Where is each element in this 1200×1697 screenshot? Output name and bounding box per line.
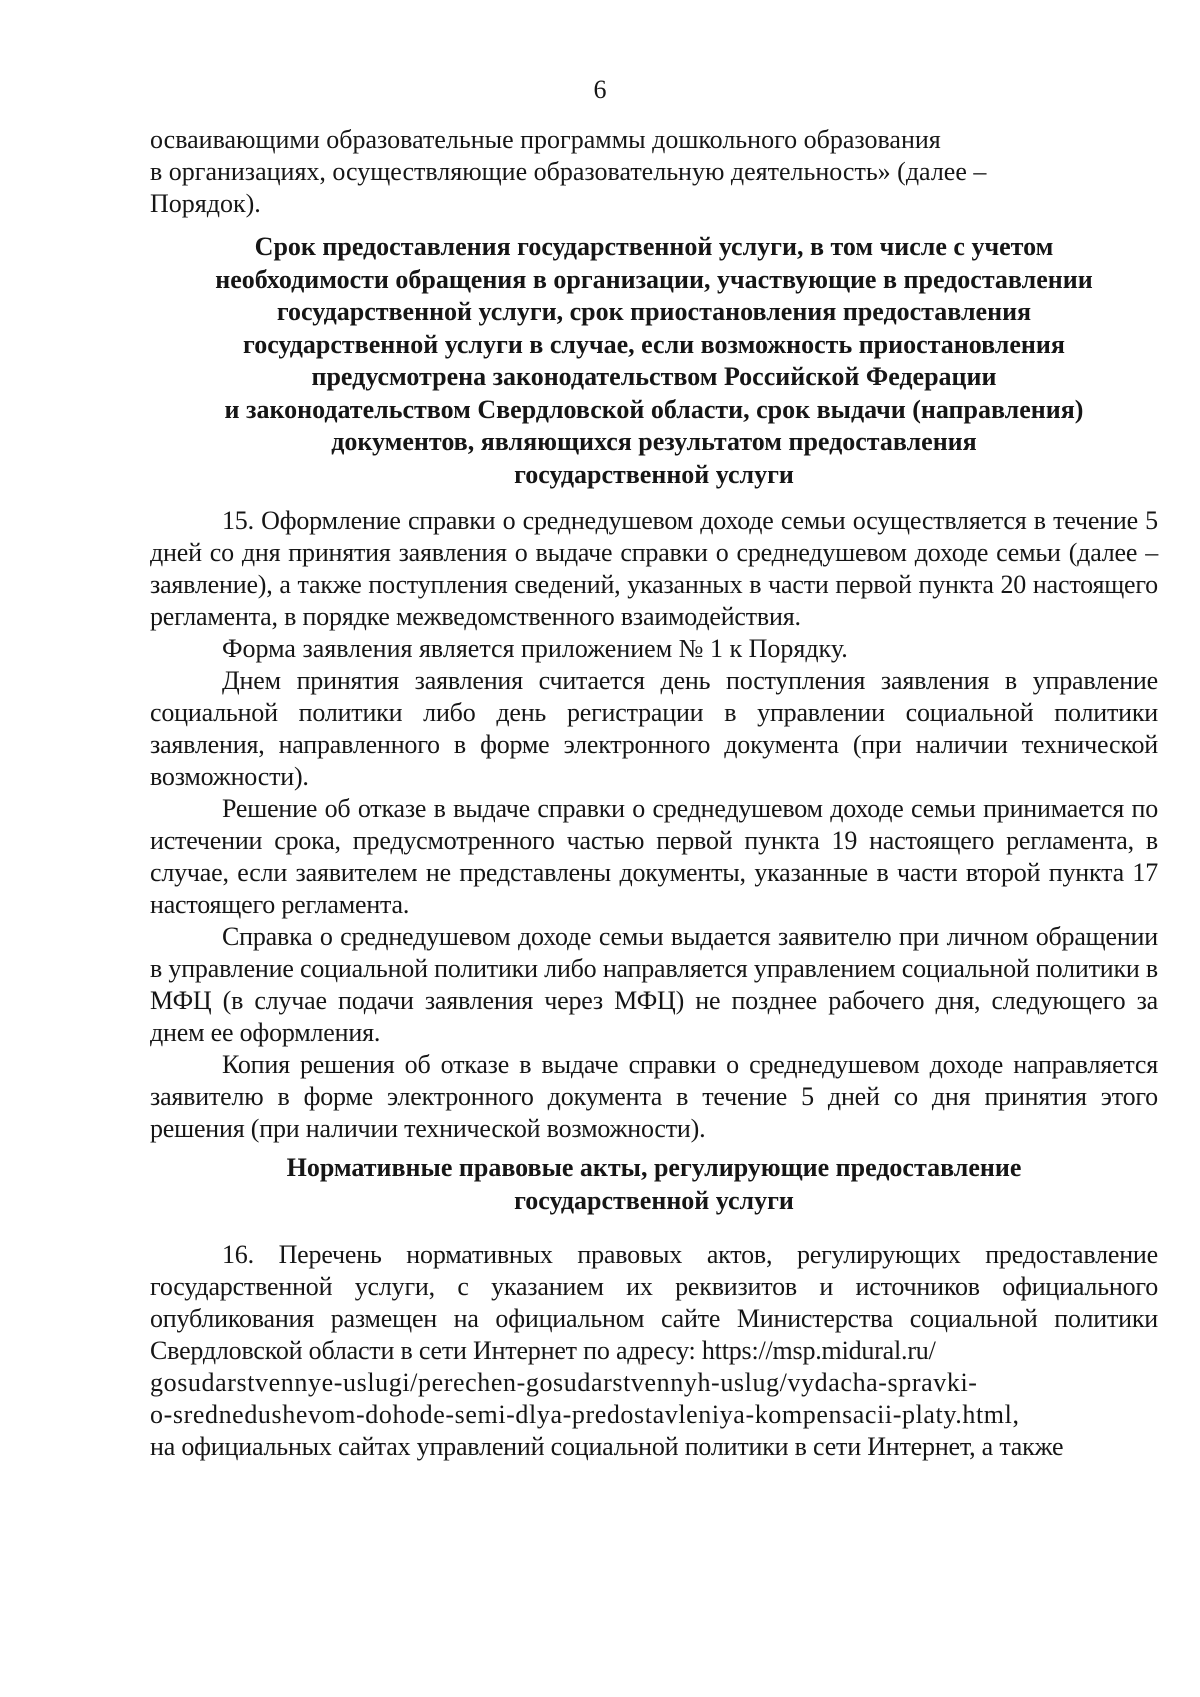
text-line: государственной услуги, с указанием их реквизитов и источников официального [150, 1272, 1158, 1301]
heading-line: Срок предоставления государственной услуги, в том числе с учетом [254, 232, 1054, 261]
heading-line: документов, являющихся результатом предоставления [331, 427, 977, 456]
heading-line: государственной услуги [514, 1185, 794, 1215]
text-line: Порядок). [150, 189, 261, 218]
heading-line: государственной услуги, срок приостановления предоставления [276, 297, 1032, 326]
text-line: в части первой пункта 20 настоящего регламента, в порядке межведомственного [150, 570, 1158, 631]
refusal-paragraph: Решение об отказе в выдаче справки о среднедушевом доходе семьи принимается по истечении срока, предусмотренного частью первой пункта 19 настоящего регламента, в случае, если заявителем не представлены документы, указанные в части второй пункта 17 настоящего регламента. [150, 794, 1158, 919]
heading-line: Нормативные правовые акты, регулирующие предоставление [286, 1153, 1022, 1182]
text-line: 16. Перечень нормативных правовых актов, регулирующих предоставление [222, 1240, 1158, 1269]
paragraph-16 [150, 1239, 1158, 1463]
issue-paragraph: Справка о среднедушевом доходе семьи выдается заявителю при личном обращении в управление социальной политики либо направляется управлением социальной политики в МФЦ (в случае подачи заявления через МФЦ) не позднее рабочего дня, следующего за днем ее оформления. [150, 922, 1159, 1047]
text-line: 15. Оформление справки о среднедушевом доходе семьи осуществляется [222, 506, 1027, 535]
section-heading-term [150, 231, 1158, 491]
form-line: Форма заявления является приложением № 1 к Порядку. [222, 634, 848, 663]
day-paragraph: Днем принятия заявления считается день поступления заявления в управление социальной политики либо день регистрации в управлении социальной политики заявления, направленного в форме электронного документа (при наличии технической возможности). [150, 666, 1158, 791]
text-line: в организациях, осуществляющие образовательную деятельность» (далее – [150, 157, 987, 186]
intro-paragraph [150, 124, 1158, 220]
paragraph-15 [150, 505, 1158, 1145]
heading-line: и законодательством Свердловской области, срок выдачи (направления) [224, 394, 1084, 424]
heading-line: необходимости обращения в организации, участвующие в предоставлении [215, 264, 1093, 294]
text-line: взаимодействия. [620, 602, 801, 631]
text-line: на официальных сайтах управлений социальной политики в сети Интернет, а также [150, 1432, 1064, 1461]
copy-paragraph: Копия решения об отказе в выдаче справки о среднедушевом доходе направляется заявителю в форме электронного документа в течение 5 дней со дня принятия этого решения (при наличии технической возможности). [150, 1050, 1158, 1143]
url-line[interactable]: gosudarstvennye-uslugi/perechen-gosudarstvennyh-uslug/vydacha-spravki- [150, 1368, 978, 1397]
page-number: 6 [593, 75, 607, 104]
url-line[interactable]: o-srednedushevom-dohode-semi-dlya-predostavleniya-kompensacii-platy.html, [150, 1400, 1020, 1429]
section-heading-acts [150, 1152, 1158, 1217]
heading-line: государственной услуги в случае, если возможность приостановления [243, 329, 1065, 359]
text-line: политики Свердловской области в сети Интернет по адресу: https://msp.midural.ru/ [150, 1304, 1158, 1365]
text-line: доходе семьи (далее – заявление), а также поступления сведений, указанных [150, 538, 1158, 599]
text-line: осваивающими образовательные программы дошкольного образования [150, 125, 941, 154]
text-line: опубликования размещен на официальном сайте Министерства социальной [150, 1304, 1038, 1333]
heading-line: государственной услуги [514, 459, 794, 489]
text-line: в течение 5 дней со дня принятия заявления о выдаче справки о среднедушевом [150, 506, 1158, 567]
heading-line: предусмотрена законодательством Российской Федерации [311, 362, 997, 391]
